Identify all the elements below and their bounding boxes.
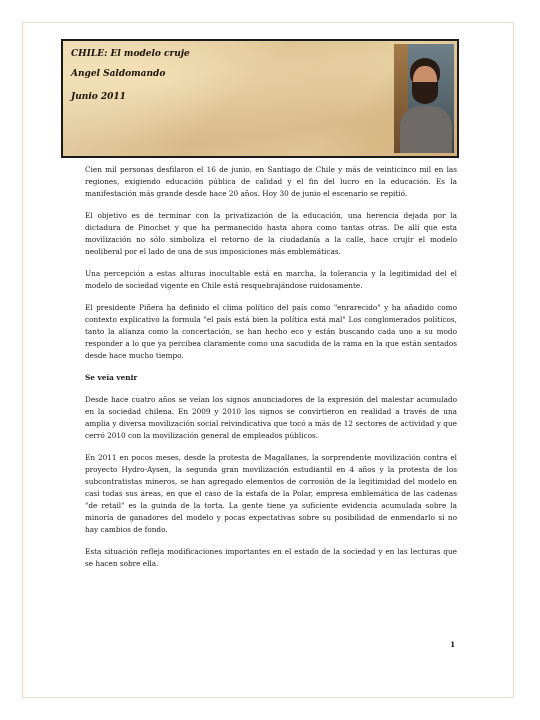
paragraph: Una percepción a estas alturas inocultable está en marcha, la tolerancia y la legitimidad del el modelo de sociedad vigente en Chile está resquebrajándose ruidosamente.	[85, 269, 457, 290]
page-number: 1	[450, 640, 456, 649]
article-author: Angel Saldomando	[71, 69, 166, 79]
article-header	[61, 39, 459, 158]
author-photo	[394, 44, 454, 153]
section-heading: Se veía venir	[85, 373, 138, 382]
article-title: CHILE: El modelo cruje	[71, 49, 190, 59]
article-date: Junio 2011	[71, 92, 126, 102]
paragraph: El objetivo es de terminar con la privatización de la educación, una herencia dejada por la dictadura de Pinochet y que ha permanecido hasta ahora como tantas otras. De allí que esta movilización no sólo simboliza el retorno de la ciudadanía a la calle, hace crujir el modelo neoliberal por el lado de una de sus imposiciones más emblemáticas.	[85, 211, 457, 256]
article-body	[85, 164, 457, 580]
paragraph: En 2011 en pocos meses, desde la protesta de Magallanes, la sorprendente movilización contra el proyecto Hydro-Aysen, la segunda gran movilización estudiantil en 4 años y la protesta de los subcontratistas mineros, se han agregado elementos de corrosión de la legitimidad del modelo en casi todas sus áreas, en que el caso de la estafa de la Polar, empresa emblemática de las cadenas "de retail" es la guinda de la torta. La gente tiene ya suficiente evidencia acumulada sobre la minoría de ganadores del modelo y pocas expectativas sobre su posibilidad de enmendarlo si no hay cambios de fondo.	[85, 453, 457, 534]
paragraph: Desde hace cuatro años se veían los signos anunciadores de la expresión del malestar acumulado en la sociedad chilena. En 2009 y 2010 los signos se convirtieron en realidad a través de una amplia y diversa movilización social reivindicativa que tocó a más de 12 sectores de actividad y que cerró 2010 con la movilización general de empleados públicos.	[85, 395, 457, 440]
paragraph: Cien mil personas desfilaron el 16 de junio, en Santiago de Chile y más de veinticinco mil en las regiones, exigiendo educación pública de calidad y el fin del lucro en la educación. Es la manifestación más grande desde hace 20 años. Hoy 30 de junio el escenario se repitió.	[85, 165, 457, 198]
paragraph: Esta situación refleja modificaciones importantes en el estado de la sociedad y en las lecturas que se hacen sobre ella.	[85, 547, 457, 568]
paragraph: El presidente Piñera ha definido el clima político del país como "enrarecido" y ha añadido como contexto explicativo la formula "el país está bien la política está mal" Los conglomerados políticos, tanto la alianza como la concertación, se han hecho eco y están buscando cada uno a su modo responder a lo que ya percibea claramente como una sacudida de la rama en la que están sentados desde hace mucho tiempo.	[85, 303, 457, 360]
